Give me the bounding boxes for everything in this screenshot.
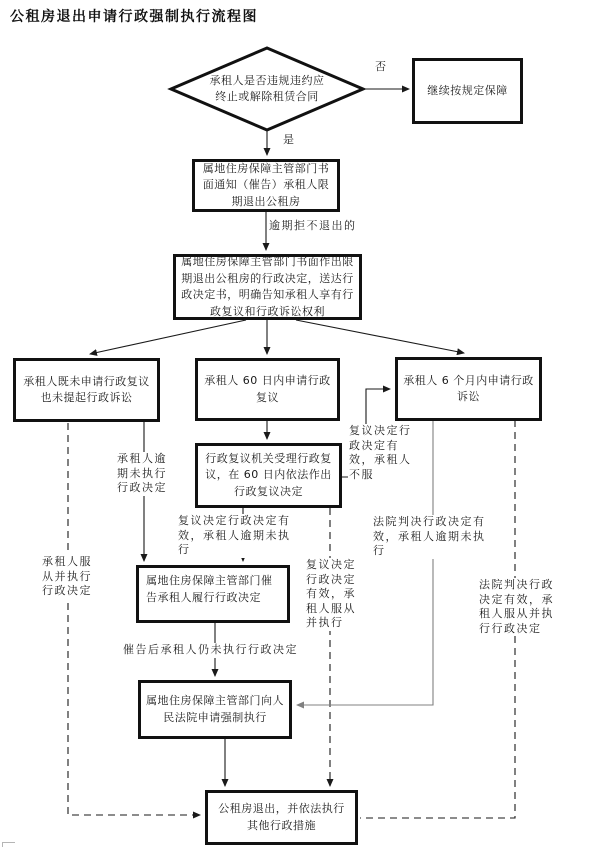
node-decision-violation: 承租人是否违规违约应终止或解除租赁合同 (209, 73, 325, 103)
label-court-upheld-comply: 法院判决行政决定有效，承租人服从并执行行政决定 (478, 578, 560, 636)
node-apply-court: 属地住房保障主管部门向人民法院申请强制执行 (138, 680, 292, 739)
label-overdue-refuse: 逾期拒不退出的 (269, 219, 357, 232)
label-review-upheld-overdue: 复议决定行政决定有效，承租人逾期未执行 (177, 514, 293, 558)
label-tenant-comply: 承租人服从并执行行政决定 (41, 555, 97, 599)
edge-decision-to-suit (296, 320, 464, 353)
label-review-upheld-dissent: 复议决定行政决定有效，承租人不服 (348, 424, 418, 482)
label-court-upheld-overdue: 法院判决行政决定有效，承租人逾期未执行 (372, 515, 494, 559)
page-title: 公租房退出申请行政强制执行流程图 (10, 9, 258, 25)
node-apply-suit-6m: 承租人 6 个月内申请行政诉讼 (395, 357, 542, 421)
node-review-organ: 行政复议机关受理行政复议，在 60 日内依法作出行政复议决定 (195, 443, 342, 508)
label-review-upheld-comply: 复议决定行政决定有效，承租人服从并执行 (305, 558, 359, 631)
node-urge-perform: 属地住房保障主管部门催告承租人履行行政决定 (136, 565, 290, 623)
label-urge-fail: 催告后承租人仍未执行行政决定 (123, 643, 298, 656)
node-keep-guarantee: 继续按规定保障 (412, 58, 523, 124)
label-no: 否 (375, 60, 388, 73)
node-apply-review-60d: 承租人 60 日内申请行政复议 (195, 358, 340, 421)
node-admin-decision: 属地住房保障主管部门书面作出限期退出公租房的行政决定，送达行政决定书，明确告知承租人享有行政复议和行政诉讼权利 (173, 254, 362, 320)
node-exit-final: 公租房退出，并依法执行其他行政措施 (205, 790, 358, 845)
label-yes: 是 (283, 133, 296, 146)
node-notify-exit: 属地住房保障主管部门书面通知（催告）承租人限期退出公租房 (192, 159, 340, 212)
table-corner-mark (2, 842, 15, 847)
label-tenant-overdue: 承租人逾期未执行行政决定 (116, 452, 176, 496)
edge-decision-to-noaction (90, 320, 246, 354)
node-no-review-no-suit: 承租人既未申请行政复议也未提起行政诉讼 (13, 358, 160, 422)
